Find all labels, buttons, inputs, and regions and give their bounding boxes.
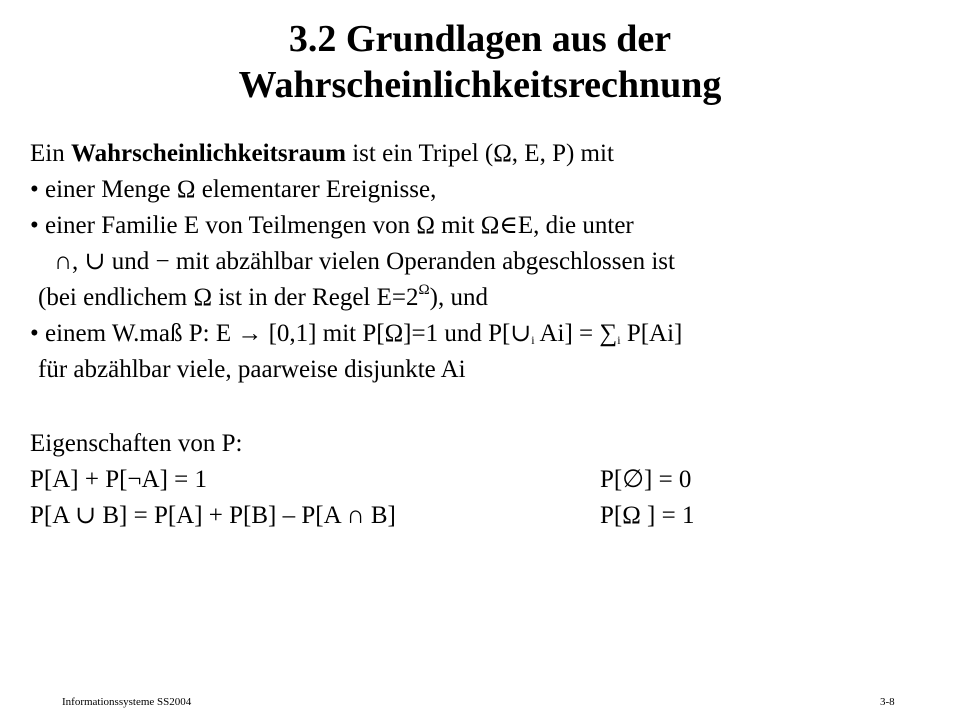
bullet-family-cont2 [30,280,930,316]
properties-block [30,426,930,534]
slide-title-line1: 3.2 Grundlagen aus der [288,18,672,60]
intro-text-before: Ein [30,140,71,167]
slide-title-line2: Wahrscheinlichkeitsrechnung [238,64,722,106]
cont2-text-b: ), und [429,284,488,311]
definition-intro [30,136,930,172]
footer-course: Informationssysteme SS2004 [62,696,192,708]
measure-text-c: P[Ai] [620,320,683,347]
measure-text-b: Ai] = ∑ [534,320,618,347]
bullet-measure [30,316,930,352]
measure-subscript-1: i [531,333,535,347]
property-union: P[A ∪ B] = P[A] + P[B] – P[A ∩ B] [30,502,396,529]
bullet-measure-cont: für abzählbar viele, paarweise disjunkte Ai [38,356,466,383]
measure-text-a: • einem W.maß P: E → [0,1] mit P[Ω]=1 und P[∪ [30,320,532,347]
measure-subscript-2: i [617,333,621,347]
property-omega: P[Ω ] = 1 [600,502,695,529]
cont2-text-a: (bei endlichem Ω ist in der Regel E=2 [38,284,419,311]
definition-block [30,136,930,388]
property-row-2 [30,498,930,534]
property-emptyset: P[∅] = 0 [600,466,692,493]
intro-text-after: ist ein Tripel (Ω, E, P) mit [345,140,614,167]
slide-title [0,16,960,108]
properties-heading: Eigenschaften von P: [30,430,243,457]
cont2-superscript: Ω [418,282,430,298]
bullet-family-cont1: ∩, ∪ und − mit abzählbar vielen Operanden abgeschlossen ist [54,248,675,275]
footer-page-number: 3-8 [880,696,895,708]
bullet-set: • einer Menge Ω elementarer Ereignisse, [30,176,437,203]
property-row-1 [30,462,930,498]
property-complement: P[A] + P[¬A] = 1 [30,466,208,493]
bullet-family: • einer Familie E von Teilmengen von Ω mit Ω∈E, die unter [30,212,634,239]
intro-term: Wahrscheinlichkeitsraum [70,140,346,167]
